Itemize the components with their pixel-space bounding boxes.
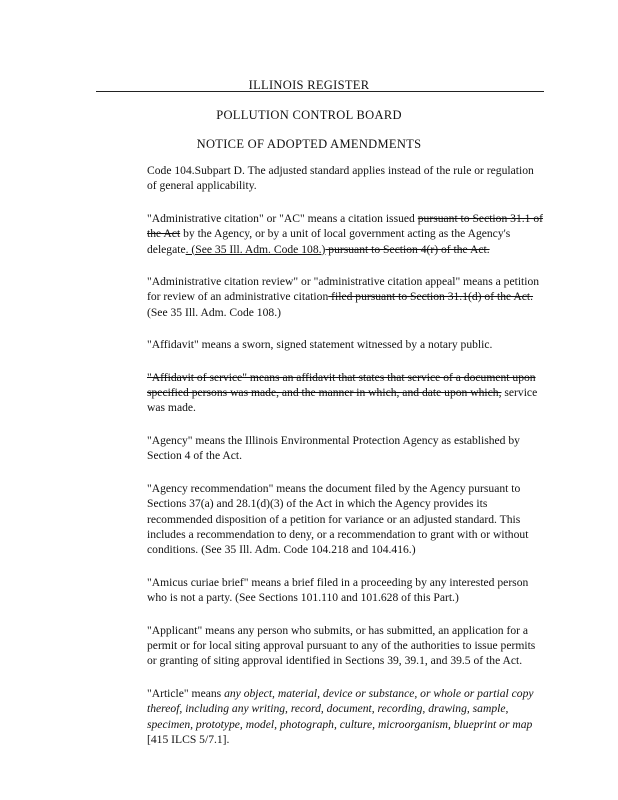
definition-text: "Agency" means the Illinois Environmental Protection Agency as established by Section 4 of the Act. <box>147 433 520 463</box>
register-title: ILLINOIS REGISTER <box>248 78 370 92</box>
struck-text: pursuant to Section 4(r) of the Act. <box>325 242 490 256</box>
definition-text: (See 35 Ill. Adm. Code 108.) <box>147 305 281 319</box>
definition-text: "Amicus curiae brief" means a brief filed in a proceeding by any interested person who is not a party. (See Sections 101.110 and 101.628 of this Part.) <box>147 575 529 605</box>
definition-affidavit-of-service <box>147 370 545 416</box>
definition-amicus-curiae-brief <box>147 575 545 606</box>
definition-article <box>147 686 545 748</box>
statutory-italic-text: any object, material, device or substance, or whole or partial copy thereof, including any writing, record, document, recording, drawing, sample, specimen, prototype, model, photograph, culture, microorganism, blueprint or map <box>147 686 534 731</box>
struck-text: filed pursuant to Section 31.1(d) of the Act. <box>328 290 534 304</box>
definition-agency-recommendation <box>147 481 545 558</box>
definition-text: "Administrative citation" or "AC" means a citation issued <box>147 211 418 225</box>
definition-agency <box>147 433 545 464</box>
paragraph-adjusted-standard <box>147 163 545 194</box>
definition-text: "Administrative citation review" or "administrative citation appeal" means a petition for review of an administrative citation <box>147 275 540 304</box>
definition-administrative-citation-review <box>147 274 545 320</box>
definition-text: "Article" means <box>147 686 225 700</box>
header-rule <box>96 91 544 92</box>
paragraph-text: Code 104.Subpart D. The adjusted standard applies instead of the rule or regulation of general applicability. <box>147 164 534 193</box>
notice-title: NOTICE OF ADOPTED AMENDMENTS <box>196 137 422 151</box>
definition-text: [415 ILCS 5/7.1]. <box>147 732 230 746</box>
definition-text: "Affidavit" means a sworn, signed statement witnessed by a notary public. <box>147 338 493 352</box>
document-body <box>147 163 545 764</box>
board-title: POLLUTION CONTROL BOARD <box>216 108 402 122</box>
definition-text: "Agency recommendation" means the document filed by the Agency pursuant to Sections 37(a) and 28.1(d)(3) of the Act in which the Agency provides its recommended disposition of a petition for variance or an adjusted standard. This includes a recommendation to deny, or a recommendation to grant with or without conditions. (See 35 Ill. Adm. Code 104.218 and 104.416.) <box>147 481 529 557</box>
struck-text: pursuant to Section 31.1 of the Act <box>147 211 543 241</box>
definition-text: by the Agency, or by a unit of local government acting as the Agency's delegate <box>147 227 511 256</box>
definition-administrative-citation <box>147 211 545 257</box>
definition-text: service was made. <box>147 386 538 415</box>
definition-text: "Applicant" means any person who submits, or has submitted, an application for a permit or for local siting approval pursuant to any of the authorities to issue permits or granting of siting approval identified in Sections 39, 39.1, and 39.5 of the Act. <box>147 623 536 668</box>
inserted-text: . (See 35 Ill. Adm. Code 108.) <box>185 242 326 256</box>
definition-affidavit <box>147 337 545 352</box>
struck-text: "Affidavit of service" means an affidavit that states that service of a document upon specified persons was made, and the manner in which, and date upon which, <box>147 370 536 400</box>
definition-applicant <box>147 623 545 669</box>
